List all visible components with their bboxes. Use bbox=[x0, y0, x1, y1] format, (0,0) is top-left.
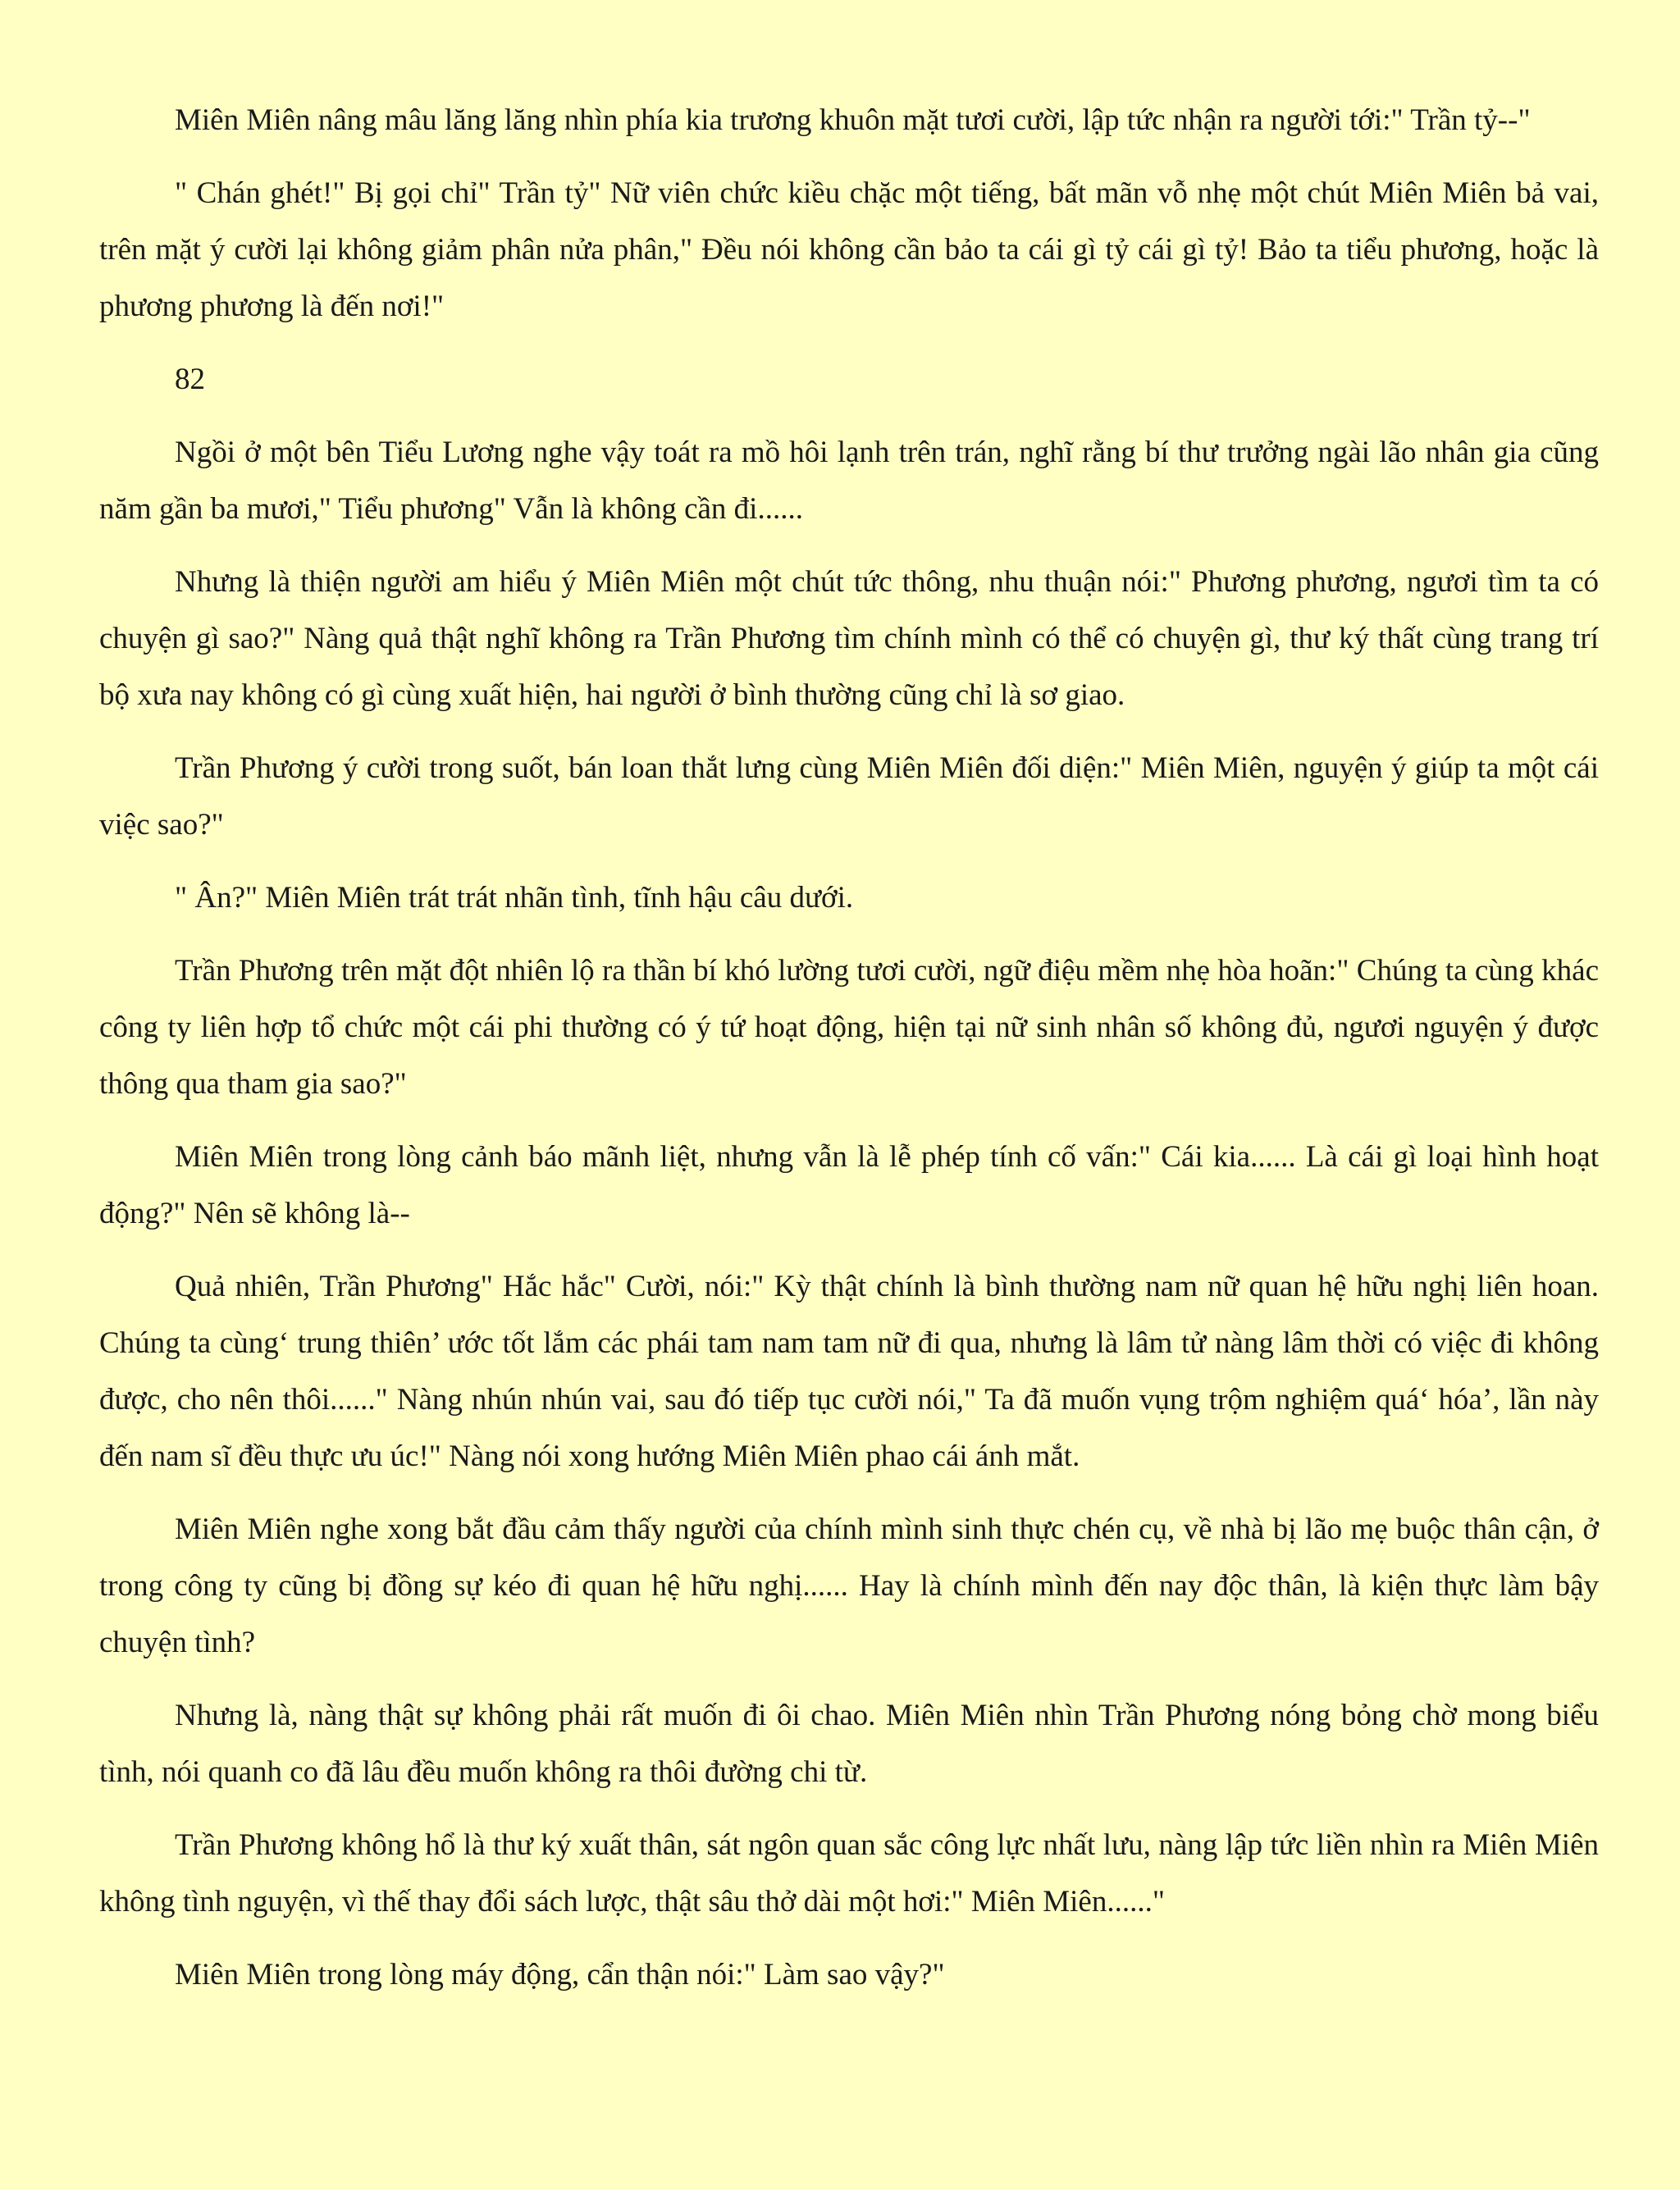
paragraph-1: Miên Miên nâng mâu lăng lăng nhìn phía kia trương khuôn mặt tươi cười, lập tức nhận ra người tới:" Trần tỷ--" bbox=[175, 103, 1531, 137]
paragraph-5: Trần Phương ý cười trong suốt, bán loan thắt lưng cùng Miên Miên đối diện:" Miên Miên, nguyện ý giúp ta một cái việc sao?" bbox=[99, 751, 1599, 842]
paragraph-6: " Ân?" Miên Miên trát trát nhãn tình, tĩnh hậu câu dưới. bbox=[175, 881, 854, 915]
paragraph-3: Ngồi ở một bên Tiểu Lương nghe vậy toát ra mồ hôi lạnh trên trán, nghĩ rằng bí thư trưởng ngài lão nhân gia cũng năm gần ba mươi," Tiểu phương" Vẫn là không cần đi...... bbox=[99, 436, 1599, 526]
page-number-text: 82 bbox=[175, 363, 205, 396]
paragraph-10: Miên Miên nghe xong bắt đầu cảm thấy người của chính mình sinh thực chén cụ, về nhà bị lão mẹ buộc thân cận, ở trong công ty cũng bị đồng sự kéo đi quan hệ hữu nghị...... Hay là chính mình đến nay độc thân, là kiện thực làm bậy chuyện tình? bbox=[99, 1512, 1599, 1659]
paragraph-2: " Chán ghét!" Bị gọi chỉ" Trần tỷ" Nữ viên chức kiều chặc một tiếng, bất mãn vỗ nhẹ một chút Miên Miên bả vai, trên mặt ý cười lại không giảm phân nửa phân," Đều nói không cần bảo ta cái gì tỷ cái gì tỷ! Bảo ta tiểu phương, hoặc là phương phương là đến nơi!" bbox=[99, 176, 1599, 323]
paragraph-13: Miên Miên trong lòng máy động, cẩn thận nói:" Làm sao vậy?" bbox=[175, 1958, 945, 1992]
paragraph-8: Miên Miên trong lòng cảnh báo mãnh liệt, nhưng vẫn là lễ phép tính cố vấn:" Cái kia...... Là cái gì loại hình hoạt động?" Nên sẽ không là-- bbox=[99, 1140, 1599, 1230]
paragraph-11: Nhưng là, nàng thật sự không phải rất muốn đi ôi chao. Miên Miên nhìn Trần Phương nóng bỏng chờ mong biểu tình, nói quanh co đã lâu đều muốn không ra thôi đường chi từ. bbox=[99, 1699, 1599, 1789]
paragraph-7: Trần Phương trên mặt đột nhiên lộ ra thần bí khó lường tươi cười, ngữ điệu mềm nhẹ hòa hoãn:" Chúng ta cùng khác công ty liên hợp tổ chức một cái phi thường có ý tứ hoạt động, hiện tại nữ sinh nhân số không đủ, ngươi nguyện ý được thông qua tham gia sao?" bbox=[99, 954, 1599, 1101]
document-body bbox=[99, 92, 1599, 2019]
paragraph-9: Quả nhiên, Trần Phương" Hắc hắc" Cười, nói:" Kỳ thật chính là bình thường nam nữ quan hệ hữu nghị liên hoan. Chúng ta cùng‘ trung thiên’ ước tốt lắm các phái tam nam tam nữ đi qua, nhưng là lâm tử nàng lâm thời có việc đi không được, cho nên thôi......" Nàng nhún nhún vai, sau đó tiếp tục cười nói," Ta đã muốn vụng trộm nghiệm quá‘ hóa’, lần này đến nam sĩ đều thực ưu úc!" Nàng nói xong hướng Miên Miên phao cái ánh mắt. bbox=[99, 1270, 1599, 1473]
paragraph-4: Nhưng là thiện người am hiểu ý Miên Miên một chút tức thông, nhu thuận nói:" Phương phương, ngươi tìm ta có chuyện gì sao?" Nàng quả thật nghĩ không ra Trần Phương tìm chính mình có thể có chuyện gì, thư ký thất cùng trang trí bộ xưa nay không có gì cùng xuất hiện, hai người ở bình thường cũng chỉ là sơ giao. bbox=[99, 565, 1599, 712]
paragraph-12: Trần Phương không hổ là thư ký xuất thân, sát ngôn quan sắc công lực nhất lưu, nàng lập tức liền nhìn ra Miên Miên không tình nguyện, vì thế thay đổi sách lược, thật sâu thở dài một hơi:" Miên Miên......" bbox=[99, 1828, 1599, 1919]
